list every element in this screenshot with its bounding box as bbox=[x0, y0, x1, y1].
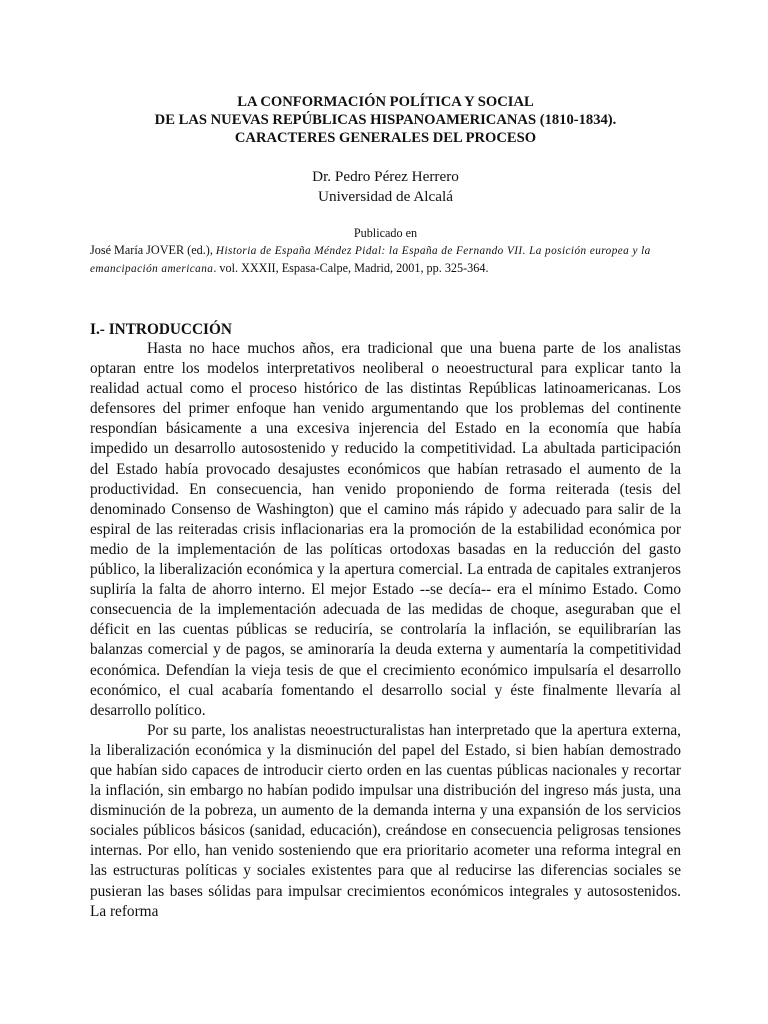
body-paragraph: Por su parte, los analistas neoestructuralistas han interpretado que la apertura externa, la liberalización económica y la disminución del papel del Estado, si bien habían demostrado que habían sido capaces de introducir cierto orden en las cuentas públicas nacionales y recortar la inflación, sin embargo no habían podido impulsar una distribución del ingreso más justa, una disminución de la pobreza, un aumento de la demanda interna y una expansión de los servicios sociales públicos básicos (sanidad, educación), creándose en consecuencia peligrosas tensiones internas. Por ello, han venido sosteniendo que era prioritario acometer una reforma integral en las estructuras políticas y sociales existentes para que al reducirse las diferencias sociales se pusieran las bases sólidas para impulsar crecimientos económicos integrales y autosostenidos. La reforma bbox=[90, 721, 681, 920]
document-title bbox=[90, 93, 681, 147]
author-block bbox=[90, 167, 681, 207]
author-affiliation: Universidad de Alcalá bbox=[318, 188, 453, 205]
citation-suffix: . vol. XXXII, Espasa-Calpe, Madrid, 2001, pp. 325-364. bbox=[213, 261, 489, 275]
section-heading: I.- INTRODUCCIÓN bbox=[90, 321, 232, 338]
body-paragraph: Hasta no hace muchos años, era tradicional que una buena parte de los analistas optaran entre los modelos interpretativos neoliberal o neoestructural para explicar tanto la realidad actual como el proceso histórico de las distintas Repúblicas latinoamericanas. Los defensores del primer enfoque han venido argumentando que los problemas del continente respondían básicamente a una excesiva injerencia del Estado en la economía que había impedido un desarrollo autosostenido y reducido la competitividad. La abultada participación del Estado había provocado desajustes económicos que habían retrasado el aumento de la productividad. En consecuencia, han venido proponiendo de forma reiterada (tesis del denominado Consenso de Washington) que el camino más rápido y adecuado para salir de la espiral de las reiteradas crisis inflacionarias era la promoción de la estabilidad económica por medio de la implementación de las políticas ortodoxas basadas en la reducción del gasto público, la liberalización económica y la apertura comercial. La entrada de capitales extranjeros supliría la falta de ahorro interno. El mejor Estado --se decía-- era el mínimo Estado. Como consecuencia de la implementación adecuada de las medidas de choque, aseguraban que el déficit en las cuentas públicas se reduciría, se controlaría la inflación, se equilibrarían las balanzas comercial y de pagos, se aminoraría la deuda externa y aumentaría la competitividad económica. Defendían la vieja tesis de que el crecimiento económico impulsaría el desarrollo económico, el cual acabaría fomentando el desarrollo social y éste finalmente llevaría al desarrollo político. bbox=[90, 340, 681, 719]
title-line-3: CARACTERES GENERALES DEL PROCESO bbox=[234, 130, 537, 146]
published-label: Publicado en bbox=[353, 226, 418, 240]
citation-title: Historia de España Méndez Pidal: la España de Fernando VII. La posición europea y la emancipación americana bbox=[90, 245, 651, 275]
title-line-1: LA CONFORMACIÓN POLÍTICA Y SOCIAL bbox=[237, 94, 534, 110]
author-name: Dr. Pedro Pérez Herrero bbox=[312, 168, 459, 185]
citation bbox=[90, 242, 681, 278]
citation-prefix: José María JOVER (ed.), bbox=[90, 243, 213, 257]
title-line-2: DE LAS NUEVAS REPÚBLICAS HISPANOAMERICANAS (1810-1834). bbox=[154, 112, 617, 128]
